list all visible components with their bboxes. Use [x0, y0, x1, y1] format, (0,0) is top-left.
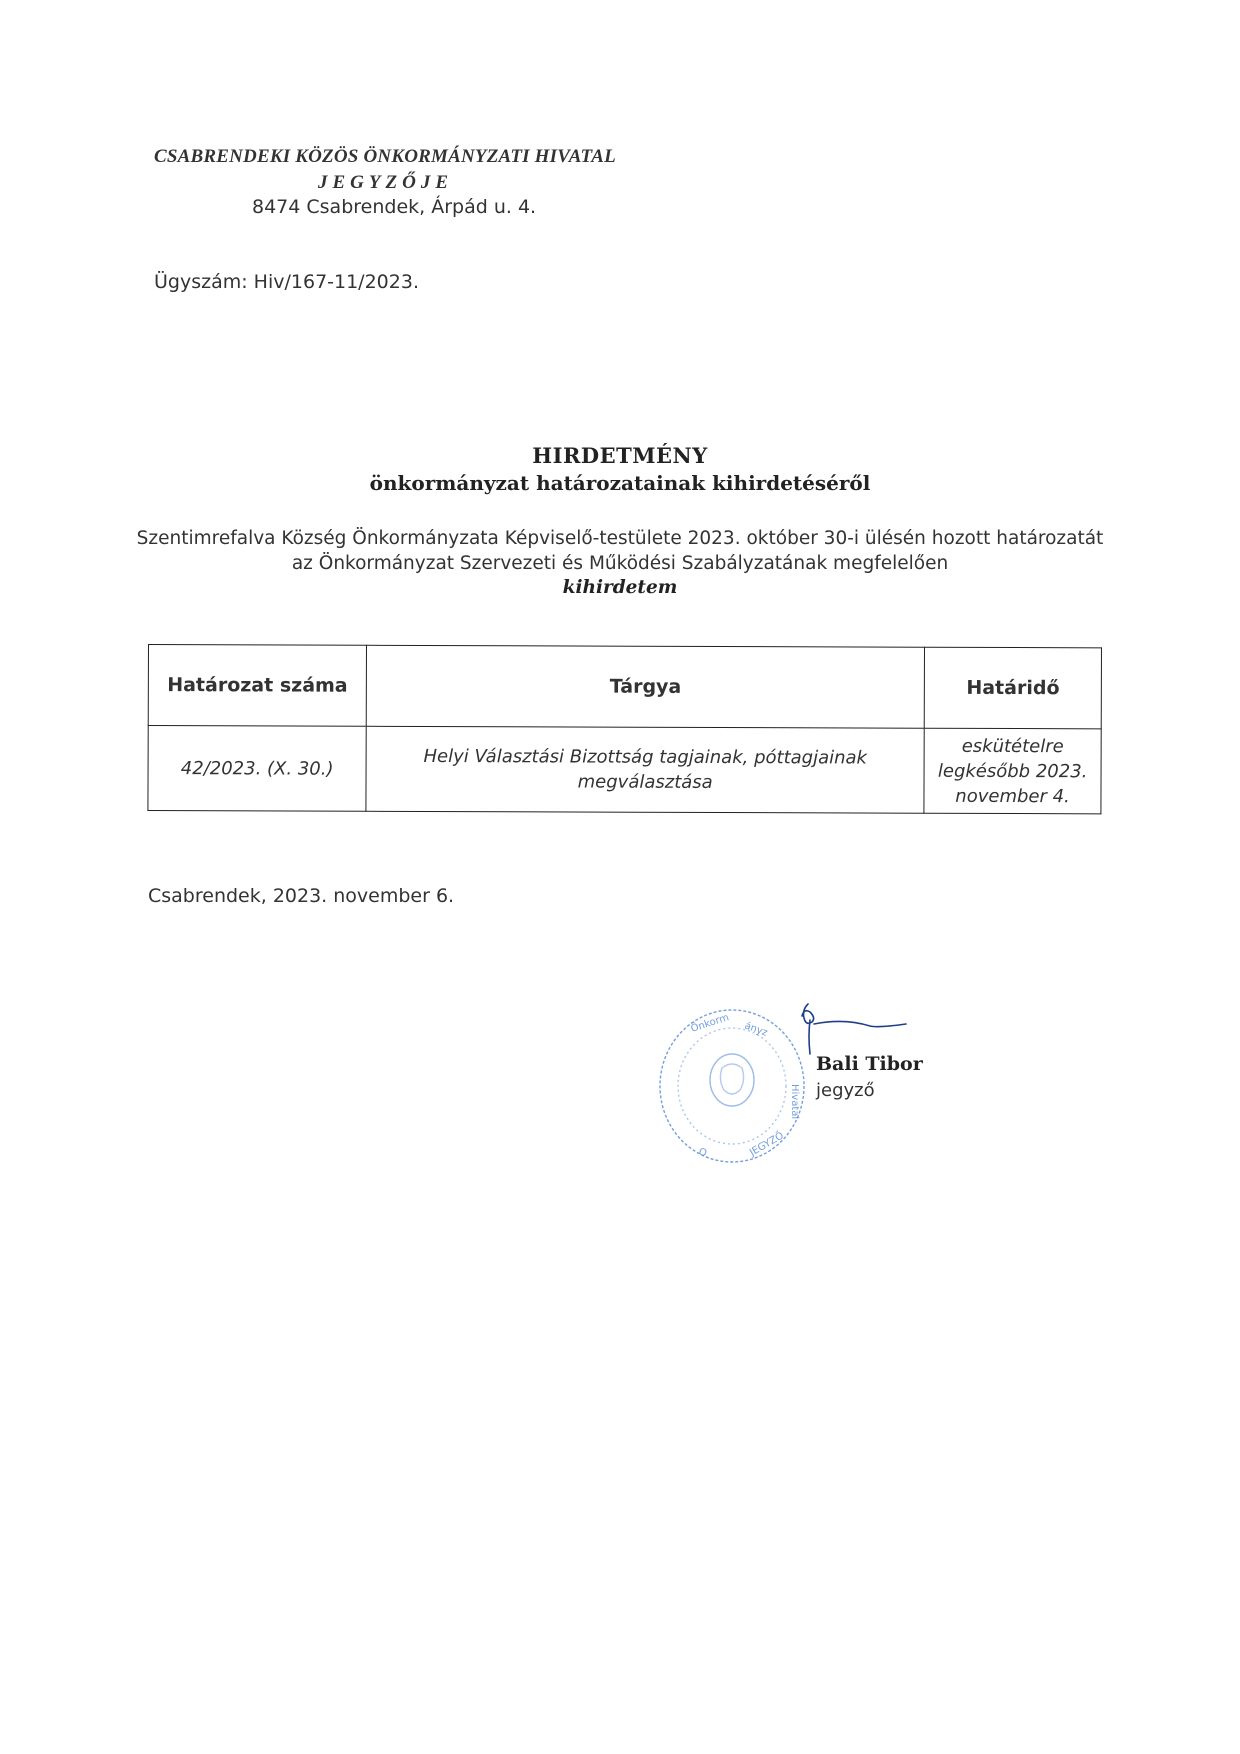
deadline-line-3: november 4. [955, 785, 1070, 807]
case-number: Ügyszám: Hiv/167-11/2023. [154, 271, 419, 293]
header-deadline: Határidő [924, 647, 1101, 729]
signer-name: Bali Tibor [816, 1053, 923, 1075]
svg-text:Hivatal: Hivatal [789, 1084, 800, 1120]
notice-text-line-1: Szentimrefalva Község Önkormányzata Képviselő-testülete 2023. október 30-i ülésén hozott határozatát [136, 528, 1104, 549]
svg-text:Önkorm: Önkorm [689, 1012, 731, 1035]
header-resolution-number: Határozat száma [148, 645, 366, 727]
place-and-date: Csabrendek, 2023. november 6. [148, 885, 455, 907]
notice-text-line-2: az Önkormányzat Szervezeti és Működési Szabályzatának megfelelően [291, 553, 949, 574]
notice-subtitle: önkormányzat határozatainak kihirdetéséről [369, 471, 871, 495]
table-row [148, 726, 1101, 814]
issuing-role: JEGYZŐJE [318, 172, 453, 193]
cell-resolution-number: 42/2023. (X. 30.) [148, 726, 366, 812]
notice-title: HIRDETMÉNY [532, 443, 708, 468]
notice-text-line-3: kihirdetem [562, 577, 678, 598]
header-subject: Tárgya [366, 645, 924, 728]
svg-text:JEGYZŐ: JEGYZŐ [748, 1130, 786, 1159]
svg-text:ányz: ányz [742, 1020, 769, 1039]
cell-deadline [924, 728, 1101, 814]
subject-line-2: megválasztása [577, 771, 713, 793]
subject-line-1: Helyi Választási Bizottság tagjainak, póttagjainak [423, 745, 868, 769]
deadline-line-1: eskütételre [961, 735, 1064, 757]
table-header-row [148, 645, 1101, 729]
deadline-line-2: legkésőbb 2023. [937, 760, 1088, 782]
svg-text:O: O [696, 1146, 709, 1160]
resolutions-table [147, 644, 1102, 814]
issuing-office: CSABRENDEKI KÖZÖS ÖNKORMÁNYZATI HIVATAL [154, 146, 616, 167]
office-address: 8474 Csabrendek, Árpád u. 4. [252, 196, 537, 218]
signer-title: jegyző [816, 1080, 875, 1101]
cell-subject [366, 726, 924, 813]
